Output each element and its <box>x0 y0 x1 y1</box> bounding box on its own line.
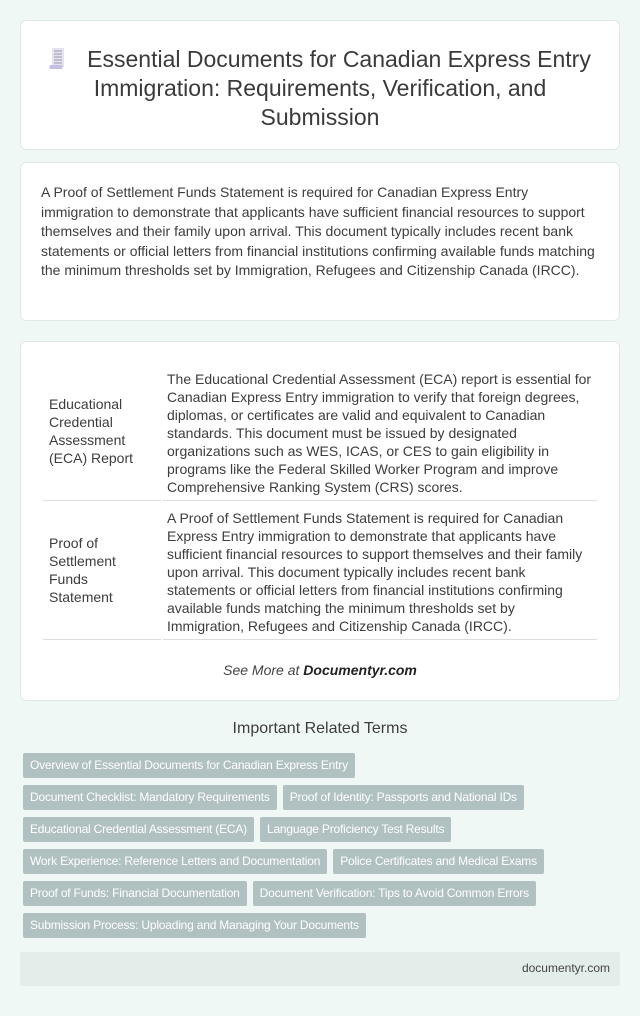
description-cell: The Educational Credential Assessment (ECA) report is essential for Canadian Express Entry immigration to verify that foreign degrees, diplomas, or certificates are valid and equivalent to Canadian standards. This document must be issued by designated organizations such as WES, ICAS, or CES to gain eligibility in programs like the Federal Skilled Worker Program and improve Comprehensive Ranking System (CRS) scores. <box>163 362 597 501</box>
tag-row <box>23 753 603 778</box>
related-term-tag[interactable]: Proof of Funds: Financial Documentation <box>23 881 247 906</box>
see-more-link[interactable]: Documentyr.com <box>303 662 417 678</box>
see-more <box>21 662 619 678</box>
related-term-tag[interactable]: Submission Process: Uploading and Managing Your Documents <box>23 913 366 938</box>
page-title-text: Essential Documents for Canadian Express Entry Immigration: Requirements, Verification, and Submission <box>87 46 591 130</box>
tag-row <box>23 913 603 938</box>
related-term-tag[interactable]: Police Certificates and Medical Exams <box>333 849 544 874</box>
document-icon <box>49 48 65 70</box>
tag-row <box>23 785 603 810</box>
intro-text: A Proof of Settlement Funds Statement is required for Canadian Express Entry immigration to demonstrate that applicants have sufficient financial resources to support themselves and their family upon arrival. This document typically includes recent bank statements or official letters from financial institutions confirming available funds matching the minimum thresholds set by Immigration, Refugees and Citizenship Canada (IRCC). <box>41 184 595 278</box>
term-cell: Proof of Settlement Funds Statement <box>43 501 161 640</box>
related-term-tag[interactable]: Document Checklist: Mandatory Requirements <box>23 785 277 810</box>
tag-row <box>23 881 603 906</box>
related-term-tag[interactable]: Overview of Essential Documents for Canadian Express Entry <box>23 753 355 778</box>
footer-site-link[interactable]: documentyr.com <box>521 961 610 975</box>
terms-table-card <box>20 341 620 701</box>
description-cell: A Proof of Settlement Funds Statement is required for Canadian Express Entry immigration to demonstrate that applicants have sufficient financial resources to support themselves and their family upon arrival. This document typically includes recent bank statements or official letters from financial institutions confirming available funds matching the minimum thresholds set by Immigration, Refugees and Citizenship Canada (IRCC). <box>163 501 597 640</box>
table-row <box>43 501 597 640</box>
title-card <box>20 20 620 150</box>
related-terms-list <box>23 753 603 945</box>
related-term-tag[interactable]: Educational Credential Assessment (ECA) <box>23 817 254 842</box>
terms-table <box>41 362 599 640</box>
page-title <box>41 45 599 132</box>
tag-row <box>23 817 603 842</box>
footer <box>20 952 620 986</box>
term-cell: Educational Credential Assessment (ECA) Report <box>43 362 161 501</box>
see-more-prefix: See More at <box>223 662 304 678</box>
related-term-tag[interactable]: Work Experience: Reference Letters and Documentation <box>23 849 327 874</box>
related-terms-title: Important Related Terms <box>232 720 408 737</box>
related-term-tag[interactable]: Proof of Identity: Passports and National IDs <box>283 785 524 810</box>
related-term-tag[interactable]: Document Verification: Tips to Avoid Common Errors <box>253 881 536 906</box>
related-term-tag[interactable]: Language Proficiency Test Results <box>260 817 451 842</box>
tag-row <box>23 849 603 874</box>
table-row <box>43 362 597 501</box>
intro-card <box>20 162 620 321</box>
